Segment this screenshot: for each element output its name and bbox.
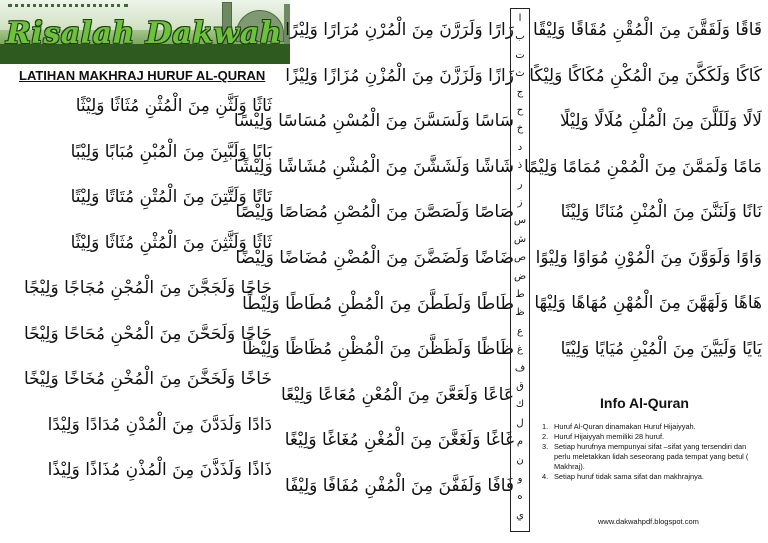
alphabet-letter: ك: [515, 399, 525, 411]
alphabet-letter: غ: [517, 344, 523, 356]
alphabet-letter: ط: [515, 289, 525, 300]
alphabet-letter: ن: [516, 454, 524, 466]
info-item: [538, 472, 763, 482]
alphabet-letter: د: [517, 141, 523, 153]
alphabet-letter: ز: [517, 197, 523, 208]
practice-line: ثَاثًا وَلَثَّثِنَ مِنَ الْمُثْنِ مُثَاثًا وَلِيْثًا: [70, 232, 272, 253]
info-item-number: 2.: [542, 432, 549, 441]
practice-line: نَانًا وَلَنَنَّنَ مِنَ الْمُنْنِ مُنَانًا وَلِيْنًا: [560, 202, 762, 222]
footer-url: www.dakwahpdf.blogspot.com: [598, 517, 699, 526]
practice-line: جَاجًا وَلَجَجَّنَ مِنَ الْمُجْنِ مُجَاجًا وَلِيْجًا: [24, 278, 272, 298]
practice-line: ذَاذًا وَلَذَذَّنَ مِنَ الْمُذْنِ مُذَاذًا وَلِيْذًا: [47, 460, 272, 480]
practice-line: تَاتًا وَلَتَّتِنَ مِنَ الْمُتْنِ مُتَاتًا وَلِيْتًا: [70, 187, 272, 207]
practice-line: فَافًا وَلَفَفَّنَ مِنَ الْمُفْنِ مُفَافًا وَلِيْفًا: [285, 476, 514, 496]
info-item-number: 1.: [542, 422, 549, 431]
alphabet-letter: ص: [513, 252, 527, 264]
alphabet-letter: ح: [516, 105, 524, 116]
practice-line: ظَاظًا وَلَظَظَّنَ مِنَ الْمُظْنِ مُظَاظًا وَلِيْظًا: [242, 339, 514, 360]
practice-line: كَاكًا وَلَكَكَّنَ مِنَ الْمُكْنِ مُكَاكًا وَلِيْكًا: [529, 65, 762, 86]
alphabet-letter: ه: [517, 491, 523, 503]
info-item: [538, 432, 763, 442]
practice-line: مَامًا وَلَمَمَّنَ مِنَ الْمُمْنِ مُمَامًا وَلِيْمًا: [523, 156, 762, 177]
practice-line: دَادًا وَلَدَدَّنَ مِنَ الْمُدْنِ مُدَادًا وَلِيْدًا: [47, 414, 272, 435]
alphabet-letter: ت: [515, 49, 525, 61]
info-item: [538, 442, 763, 472]
info-item-text: Huruf Hijaiyyah memiliki 28 huruf.: [554, 432, 665, 441]
alphabet-letter: ذ: [517, 160, 523, 172]
alphabet-letter: ج: [516, 86, 524, 98]
practice-line: ضَاضًا وَلَضَضَّنَ مِنَ الْمُضْنِ مُضَاضًا وَلِيْضًا: [235, 248, 514, 268]
practice-line: حَاحًا وَلَحَحَّنَ مِنَ الْمُحْنِ مُحَاحًا وَلِيْحًا: [24, 323, 272, 344]
practice-line: شَاشًا وَلَشَشَّنَ مِنَ الْمُشْنِ مُشَاشًا وَلِيْشًا: [233, 156, 514, 177]
practice-line: ثَاثًا وَلَثَّنِ مِنَ الْمُثْنِ مُثَاثًا وَلِيْثًا: [75, 96, 272, 116]
info-item-number: 3.: [542, 442, 549, 451]
alphabet-column: [510, 8, 530, 532]
alphabet-letter: ف: [514, 362, 526, 374]
alphabet-letter: ل: [516, 417, 524, 429]
alphabet-letter: ق: [516, 381, 524, 392]
banner-title: Risalah Dakwah: [6, 16, 283, 51]
info-title: Info Al-Quran: [600, 395, 689, 411]
alphabet-letter: ع: [517, 325, 523, 337]
banner-ornament: [8, 4, 128, 15]
practice-line: يَايًا وَلَيَيَّنَ مِنَ الْمُيْنِ مُيَايًا وَلِيْيًا: [560, 338, 762, 359]
alphabet-letter: ب: [515, 31, 525, 43]
header-banner: [0, 0, 290, 64]
practice-line: رَارًا وَلَرَرَّنَ مِنَ الْمُرْنِ مُرَارًا وَلِيْرًا: [285, 20, 514, 40]
practice-line: عَاعًا وَلَعَعَّنَ مِنَ الْمُعْنِ مُعَاعًا وَلِيْعًا: [280, 384, 514, 405]
alphabet-letter: ض: [513, 270, 527, 282]
alphabet-letter: خ: [516, 123, 524, 135]
practice-line: طَاطًا وَلَطَطَّنَ مِنَ الْمُطْنِ مُطَاطًا وَلِيْطًا: [242, 293, 514, 314]
practice-line: هَاهًا وَلَهَهَّنَ مِنَ الْمُهْنِ مُهَاهًا وَلِيْهًا: [534, 293, 762, 313]
info-list: [538, 422, 763, 482]
practice-line: لَالًا وَلَلَلَّنَ مِنَ الْمُلْنِ مُلَالًا وَلِيْلًا: [560, 111, 762, 131]
alphabet-letter: ث: [515, 68, 525, 80]
alphabet-letter: ش: [513, 233, 527, 245]
practice-line: وَاوًا وَلَوَوَّنَ مِنَ الْمُوْنِ مُوَاوًا وَلِيْوًا: [535, 247, 762, 268]
practice-line: زَازًا وَلَزَزَّنَ مِنَ الْمُزْنِ مُزَازًا وَلِيْزًا: [285, 65, 514, 86]
info-item: [538, 422, 763, 432]
alphabet-letter: م: [516, 436, 524, 448]
info-item-text: Setiap hurufnya mempunyai sifat –sifat yang tersendiri dan perlu meletakkan lidah seseorang pada tempat yang betul ( Makhraj).: [554, 442, 749, 471]
practice-line: بَابًا وَلَبَّبِنَ مِنَ الْمُبْنِ مُبَابًا وَلِيْبًا: [70, 141, 272, 162]
alphabet-letter: ظ: [515, 307, 525, 319]
alphabet-letter: و: [517, 473, 523, 484]
info-item-text: Setiap huruf tidak sama sifat dan makhrajnya.: [554, 472, 704, 481]
practice-line: غَاغًا وَلَغَغَّنَ مِنَ الْمُغْنِ مُغَاغًا وَلِيْغًا: [284, 430, 514, 451]
info-item-text: Huruf Al-Quran dinamakan Huruf Hijaiyyah.: [554, 422, 696, 431]
alphabet-letter: ي: [516, 509, 524, 521]
practice-line: صَاصًا وَلَصَصَّنَ مِنَ الْمُصْنِ مُصَاصًا وَلِيْصًا: [235, 202, 514, 223]
practice-line: خَاخًا وَلَخَخَّنَ مِنَ الْمُخْنِ مُخَاخًا وَلِيْخًا: [24, 369, 272, 389]
alphabet-letter: ر: [517, 178, 523, 190]
info-item-number: 4.: [542, 472, 549, 481]
page-heading: LATIHAN MAKHRAJ HURUF AL-QURAN: [19, 68, 266, 83]
practice-line: قَاقًا وَلَقَقَّنَ مِنَ الْمُقْنِ مُقَاقًا وَلِيْقًا: [533, 20, 762, 40]
alphabet-letter: س: [513, 215, 527, 227]
practice-line: سَاسًا وَلَسَسَّنَ مِنَ الْمُسْنِ مُسَاسًا وَلِيْسًا: [233, 111, 514, 132]
alphabet-letter: ا: [518, 13, 522, 24]
